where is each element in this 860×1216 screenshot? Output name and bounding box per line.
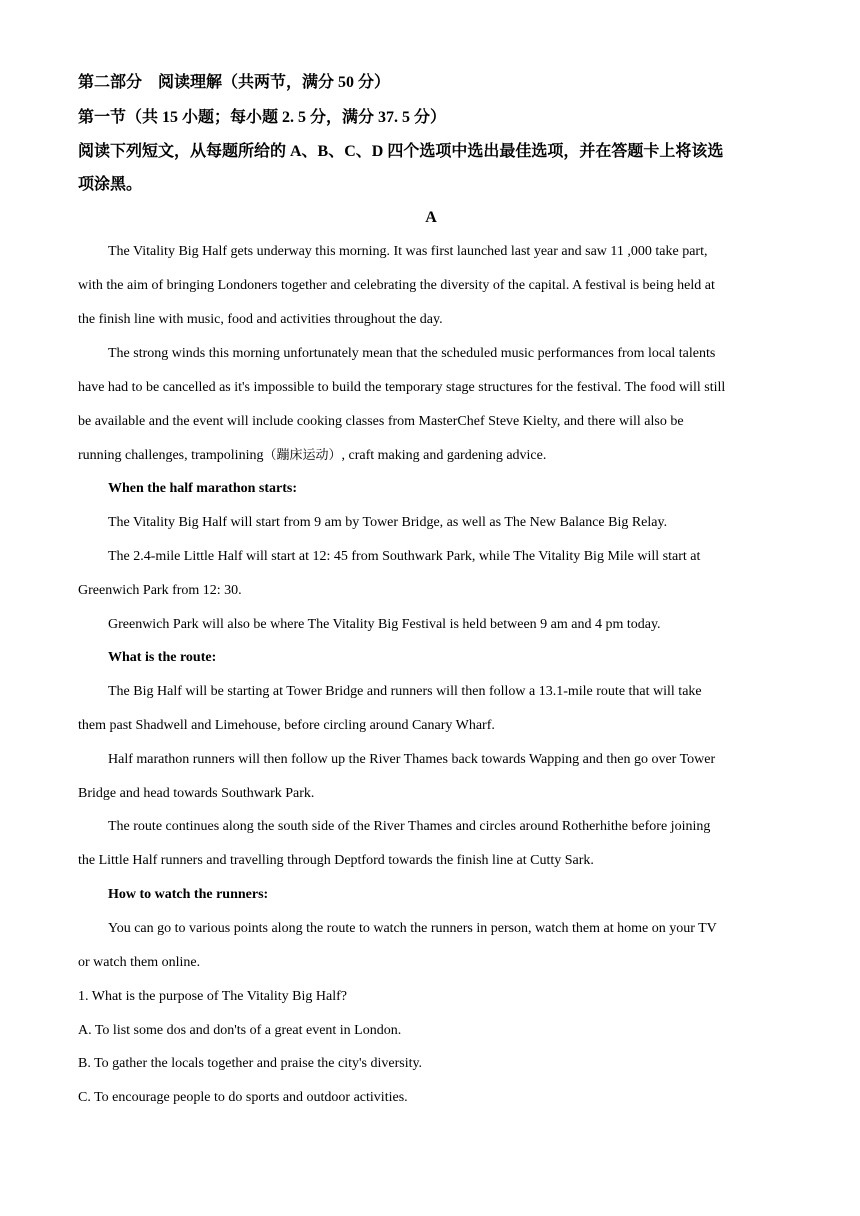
- instruction-line-1: 阅读下列短文，从每题所给的 A、B、C、D 四个选项中选出最佳选项，并在答题卡上将该选: [78, 143, 724, 160]
- subheading-route: What is the route:: [108, 650, 217, 665]
- passage-line: The Big Half will be starting at Tower Bridge and runners will then follow a 13.1-mile route that will take: [108, 684, 702, 699]
- passage-line: [78, 446, 546, 465]
- subsection-title: 第一节（共 15 小题；每小题 2. 5 分，满分 37. 5 分）: [78, 109, 447, 126]
- instruction-line-2: 项涂黑。: [78, 176, 143, 193]
- passage-line: The strong winds this morning unfortunately mean that the scheduled music performances from local talents: [108, 346, 716, 361]
- passage-text: , craft making and gardening advice.: [341, 448, 547, 463]
- passage-line: the Little Half runners and travelling through Deptford towards the finish line at Cutty Sark.: [78, 853, 594, 868]
- passage-line: The Vitality Big Half gets underway this morning. It was first launched last year and saw 11 ,000 take part,: [108, 244, 708, 259]
- passage-line: them past Shadwell and Limehouse, before circling around Canary Wharf.: [78, 718, 495, 733]
- passage-line: Greenwich Park will also be where The Vitality Big Festival is held between 9 am and 4 pm today.: [108, 617, 661, 632]
- passage-text: running challenges, trampolining: [78, 448, 264, 463]
- question-stem: 1. What is the purpose of The Vitality Big Half?: [78, 989, 348, 1004]
- option-a: A. To list some dos and don'ts of a great event in London.: [78, 1023, 402, 1038]
- passage-line: or watch them online.: [78, 955, 201, 970]
- passage-line: have had to be cancelled as it's impossible to build the temporary stage structures for the festival. The food will still: [78, 380, 726, 395]
- passage-line: Half marathon runners will then follow up the River Thames back towards Wapping and then go over Tower: [108, 752, 716, 767]
- passage-line: Bridge and head towards Southwark Park.: [78, 786, 315, 801]
- passage-line: The 2.4-mile Little Half will start at 12: 45 from Southwark Park, while The Vitality Big Mile will start at: [108, 549, 701, 564]
- chinese-gloss: （蹦床运动）: [263, 447, 342, 462]
- subheading-start: When the half marathon starts:: [108, 481, 297, 496]
- passage-line: be available and the event will include cooking classes from MasterChef Steve Kielty, and there will also be: [78, 414, 684, 429]
- passage-line: with the aim of bringing Londoners together and celebrating the diversity of the capital. A festival is being held at: [78, 278, 715, 293]
- part-title: 第二部分 阅读理解（共两节，满分 50 分）: [78, 74, 391, 91]
- passage-line: The route continues along the south side of the River Thames and circles around Rotherhithe before joining: [108, 819, 711, 834]
- passage-line: the finish line with music, food and activities throughout the day.: [78, 312, 443, 327]
- passage-line: You can go to various points along the route to watch the runners in person, watch them at home on your TV: [108, 921, 717, 936]
- option-b: B. To gather the locals together and praise the city's diversity.: [78, 1056, 423, 1071]
- option-c: C. To encourage people to do sports and outdoor activities.: [78, 1090, 408, 1105]
- subheading-watch: How to watch the runners:: [108, 887, 269, 902]
- passage-letter: A: [425, 209, 437, 226]
- passage-line: Greenwich Park from 12: 30.: [78, 583, 242, 598]
- passage-line: The Vitality Big Half will start from 9 am by Tower Bridge, as well as The New Balance Big Relay.: [108, 515, 668, 530]
